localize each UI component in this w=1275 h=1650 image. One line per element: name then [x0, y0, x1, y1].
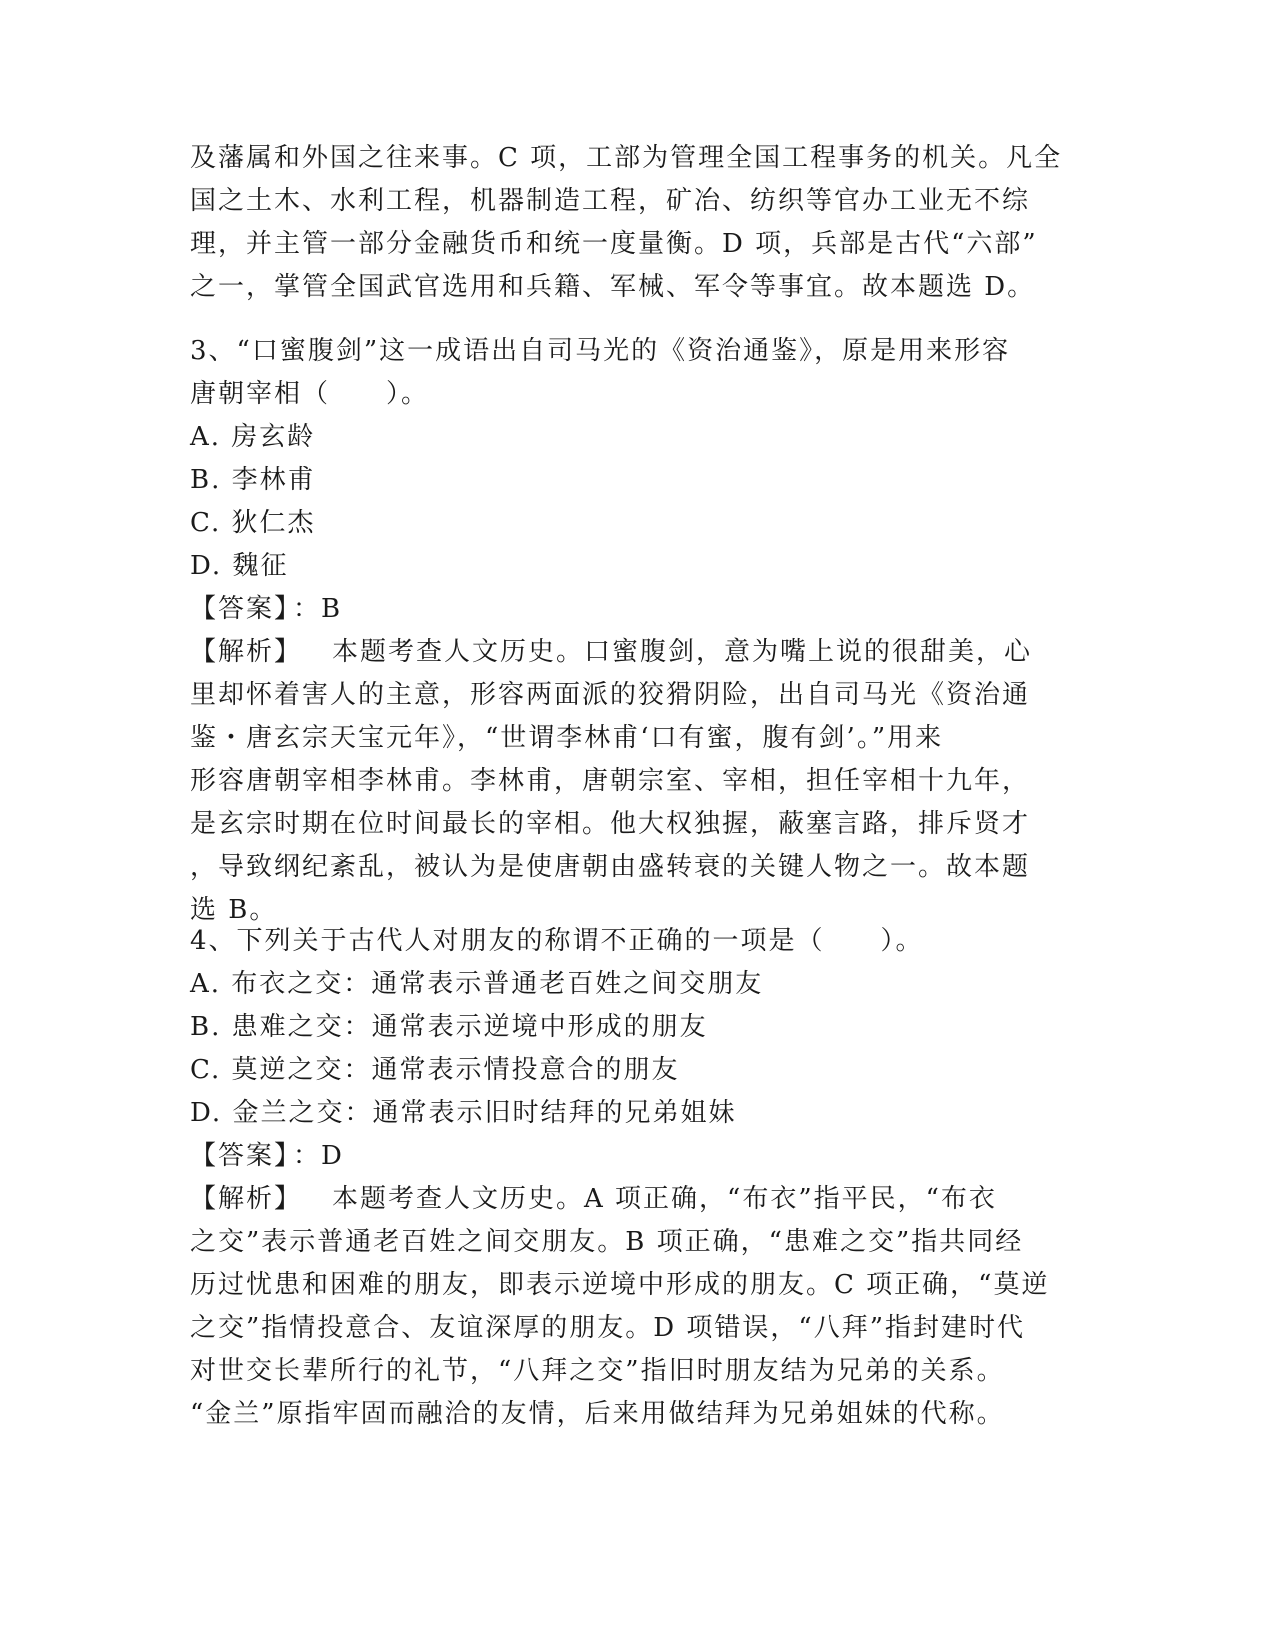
answer-value: ：B — [293, 594, 343, 624]
question-3-answer — [190, 588, 1090, 631]
question-3-explanation — [190, 631, 1090, 674]
explanation-label: 【解析】 — [190, 1184, 303, 1214]
question-3-option-b: B. 李林甫 — [190, 465, 316, 495]
question-3-option-d: D. 魏征 — [190, 551, 289, 581]
explanation-line: 历过忧患和困难的朋友，即表示逆境中形成的朋友。C 项正确，“莫逆 — [190, 1270, 1050, 1300]
explanation-line: 是玄宗时期在位时间最长的宰相。他大权独握，蔽塞言路，排斥贤才 — [190, 809, 1031, 839]
explanation-line: 鉴・唐玄宗天宝元年》，“世谓李林甫‘口有蜜，腹有剑’。”用来 — [190, 723, 944, 753]
question-4-option-a: A. 布衣之交：通常表示普通老百姓之间交朋友 — [190, 969, 764, 999]
explanation-line: 选 B。 — [190, 895, 278, 925]
intro-explanation — [190, 137, 1090, 309]
explanation-line: 之交”指情投意合、友谊深厚的朋友。D 项错误，“八拜”指封建时代 — [190, 1313, 1025, 1343]
question-4-option-d: D. 金兰之交：通常表示旧时结拜的兄弟姐妹 — [190, 1098, 737, 1128]
intro-line: 理，并主管一部分金融货币和统一度量衡。D 项，兵部是古代“六部” — [190, 229, 1038, 259]
question-4-option-b: B. 患难之交：通常表示逆境中形成的朋友 — [190, 1012, 708, 1042]
intro-line: 及藩属和外国之往来事。C 项，工部为管理全国工程事务的机关。凡全 — [190, 143, 1063, 173]
explanation-line: 里却怀着害人的主意，形容两面派的狡猾阴险，出自司马光《资治通 — [190, 680, 1031, 710]
question-4-text: 4、下列关于古代人对朋友的称谓不正确的一项是（ ）。 — [190, 926, 924, 956]
explanation-text: 本题考查人文历史。口蜜腹剑，意为嘴上说的很甜美，心 — [332, 637, 1033, 667]
question-3 — [190, 330, 1090, 932]
explanation-label: 【解析】 — [190, 637, 303, 667]
question-3-text: 3、“口蜜腹剑”这一成语出自司马光的《资治通鉴》，原是用来形容 — [190, 336, 1011, 366]
answer-label: 【答案】 — [190, 1141, 290, 1171]
intro-line: 国之土木、水利工程，机器制造工程，矿冶、纺织等官办工业无不综 — [190, 186, 1031, 216]
question-4-option-c: C. 莫逆之交：通常表示情投意合的朋友 — [190, 1055, 680, 1085]
explanation-line: 对世交长辈所行的礼节，“八拜之交”指旧时朋友结为兄弟的关系。 — [190, 1356, 1005, 1386]
question-4-explanation — [190, 1178, 1090, 1221]
explanation-line: ，导致纲纪紊乱，被认为是使唐朝由盛转衰的关键人物之一。故本题 — [190, 852, 1031, 882]
explanation-line: 之交”表示普通老百姓之间交朋友。B 项正确，“患难之交”指共同经 — [190, 1227, 1024, 1257]
explanation-line: “金兰”原指牢固而融洽的友情，后来用做结拜为兄弟姐妹的代称。 — [190, 1399, 1005, 1429]
explanation-line: 形容唐朝宰相李林甫。李林甫，唐朝宗室、宰相，担任宰相十九年， — [190, 766, 1031, 796]
question-3-text: 唐朝宰相（ ）。 — [190, 379, 430, 409]
question-4 — [190, 920, 1090, 1436]
explanation-text: 本题考查人文历史。A 项正确，“布衣”指平民，“布衣 — [332, 1184, 997, 1214]
answer-label: 【答案】 — [190, 594, 290, 624]
question-3-option-a: A. 房玄龄 — [190, 422, 316, 452]
answer-value: ：D — [293, 1141, 344, 1171]
question-3-option-c: C. 狄仁杰 — [190, 508, 316, 538]
intro-line: 之一，掌管全国武官选用和兵籍、军械、军令等事宜。故本题选 D。 — [190, 272, 1036, 302]
question-4-answer — [190, 1135, 1090, 1178]
